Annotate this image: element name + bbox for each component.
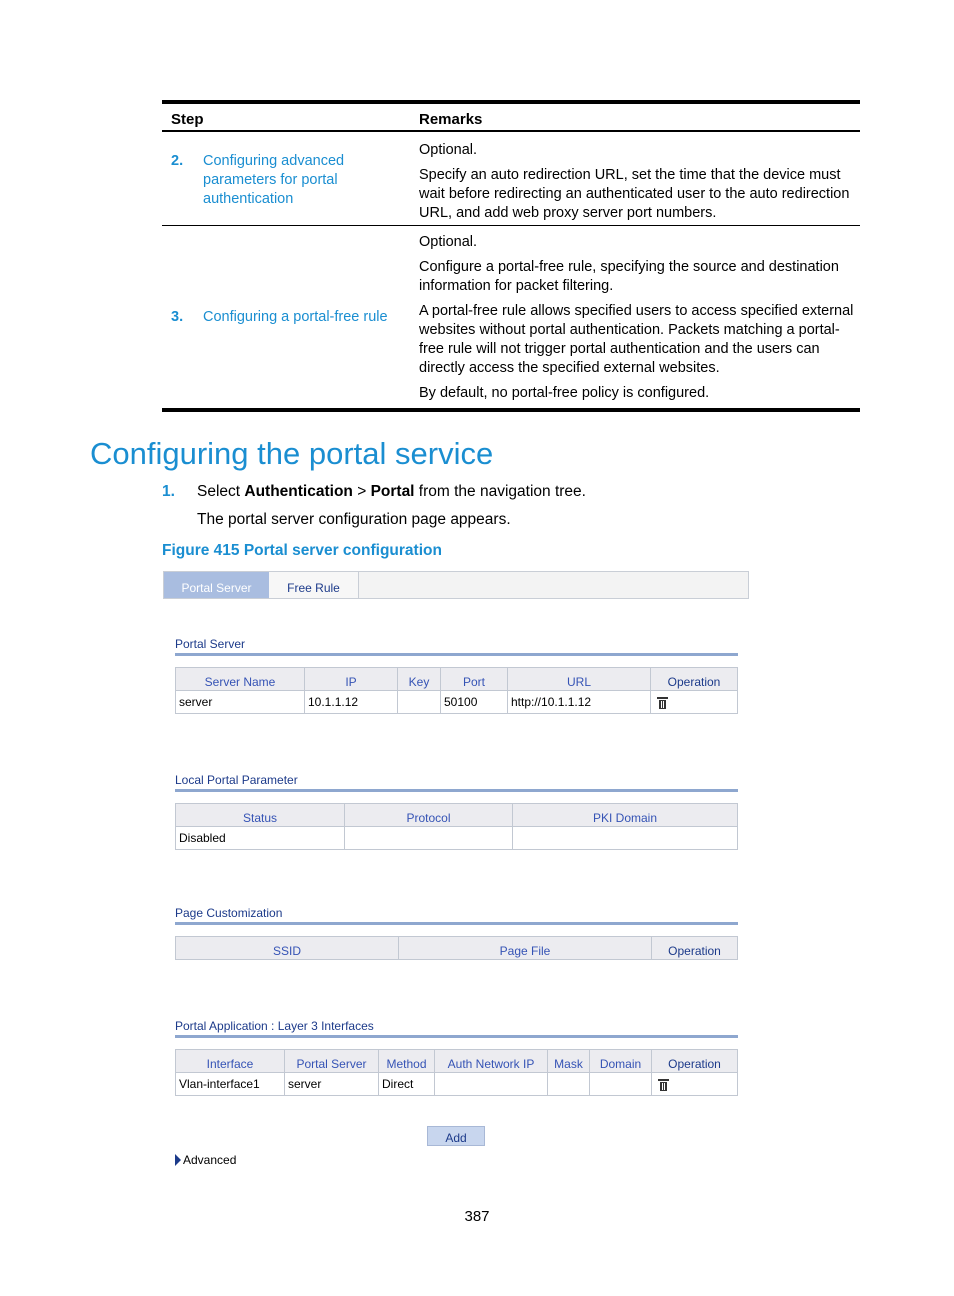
tab-free-rule[interactable]: Free Rule — [269, 572, 359, 598]
cell-interface: Vlan-interface1 — [176, 1073, 285, 1096]
col-header[interactable]: URL — [508, 668, 651, 691]
step-number: 2. — [171, 153, 184, 169]
section-title-page-customization: Page Customization — [175, 906, 283, 920]
section-divider — [175, 1035, 738, 1038]
col-header[interactable]: Protocol — [345, 804, 513, 827]
table-row — [176, 827, 738, 850]
table-row — [162, 226, 860, 412]
remark: Optional. — [419, 234, 478, 250]
col-header[interactable]: Server Name — [176, 668, 305, 691]
portal-config-screenshot — [163, 571, 749, 1171]
step-link[interactable]: Configuring a portal-free rule — [203, 308, 388, 325]
col-header[interactable]: IP — [305, 668, 398, 691]
table-header-row — [176, 1050, 738, 1073]
cell-domain — [590, 1073, 652, 1096]
cell-auth-network-ip — [435, 1073, 548, 1096]
instruction-step — [162, 483, 586, 501]
cell-status: Disabled — [176, 827, 345, 850]
tab-portal-server[interactable]: Portal Server — [164, 572, 269, 598]
section-title-local-portal: Local Portal Parameter — [175, 773, 298, 787]
col-header[interactable]: PKI Domain — [513, 804, 738, 827]
cell-pki-domain — [513, 827, 738, 850]
instruction-result: The portal server configuration page appears. — [197, 511, 511, 528]
header-step: Step — [171, 111, 204, 128]
step-link[interactable]: Configuring advanced parameters for portal authentication — [203, 153, 345, 207]
table-header-row — [176, 937, 738, 960]
remark: Specify an auto redirection URL, set the time that the device must wait before redirecting an authenticated user to the auto redirection URL, and add web proxy server port numbers. — [419, 167, 850, 221]
portal-server-table — [175, 667, 738, 714]
col-header[interactable]: Interface — [176, 1050, 285, 1073]
cell-port: 50100 — [441, 691, 508, 714]
cell-protocol — [345, 827, 513, 850]
advanced-label: Advanced — [183, 1153, 237, 1167]
table-row — [176, 1073, 738, 1096]
menu-portal: Portal — [370, 483, 415, 500]
step-number: 3. — [171, 308, 184, 325]
portal-application-table — [175, 1049, 738, 1096]
page-customization-table — [175, 936, 738, 960]
delete-icon[interactable] — [659, 1079, 668, 1091]
remark: A portal-free rule allows specified users to access specified external websites without portal authentication. Packets matching a portal-free rule will not trigger portal authentication and the users can directly access the specified external websites. — [419, 303, 854, 376]
menu-authentication: Authentication — [244, 483, 353, 500]
col-header[interactable]: Auth Network IP — [435, 1050, 548, 1073]
table-header-row — [176, 804, 738, 827]
col-header[interactable]: Method — [379, 1050, 435, 1073]
col-header[interactable]: Mask — [548, 1050, 590, 1073]
table-row — [162, 132, 860, 226]
col-header[interactable]: Port — [441, 668, 508, 691]
page-number: 387 — [464, 1208, 490, 1225]
table-header-row — [176, 668, 738, 691]
instruction-text: Select — [197, 483, 245, 500]
cell-server-name: server — [176, 691, 305, 714]
cell-key — [398, 691, 441, 714]
expand-arrow-icon — [175, 1154, 181, 1166]
section-title-portal-server: Portal Server — [175, 637, 246, 651]
col-header: Operation — [651, 668, 738, 691]
section-title-portal-application: Portal Application : Layer 3 Interfaces — [175, 1019, 374, 1033]
delete-icon[interactable] — [658, 697, 667, 709]
menu-separator: > — [352, 483, 371, 500]
col-header: Operation — [652, 937, 738, 960]
remark: Configure a portal-free rule, specifying the source and destination information for packet filtering. — [419, 259, 839, 294]
steps-table — [162, 100, 860, 412]
instruction-text: from the navigation tree. — [414, 483, 586, 500]
add-button[interactable]: Add — [427, 1126, 485, 1146]
section-divider — [175, 922, 738, 925]
figure-caption: Figure 415 Portal server configuration — [162, 542, 442, 559]
advanced-toggle[interactable] — [175, 1153, 236, 1167]
col-header[interactable]: Status — [176, 804, 345, 827]
remark: By default, no portal-free policy is configured. — [419, 385, 710, 401]
local-portal-table — [175, 803, 738, 850]
col-header[interactable]: Key — [398, 668, 441, 691]
table-header — [162, 104, 860, 132]
section-divider — [175, 789, 738, 792]
col-header: Operation — [652, 1050, 738, 1073]
remark: Optional. — [419, 142, 478, 158]
tab-bar — [163, 571, 749, 599]
col-header[interactable]: Portal Server — [285, 1050, 379, 1073]
table-row — [176, 691, 738, 714]
cell-ip: 10.1.1.12 — [305, 691, 398, 714]
col-header[interactable]: SSID — [176, 937, 399, 960]
cell-mask — [548, 1073, 590, 1096]
section-heading: Configuring the portal service — [90, 436, 494, 471]
section-divider — [175, 653, 738, 656]
header-remarks: Remarks — [419, 111, 483, 128]
col-header[interactable]: Page File — [399, 937, 652, 960]
cell-portal-server: server — [285, 1073, 379, 1096]
cell-method: Direct — [379, 1073, 435, 1096]
cell-url: http://10.1.1.12 — [508, 691, 651, 714]
col-header[interactable]: Domain — [590, 1050, 652, 1073]
instruction-number: 1. — [162, 483, 175, 500]
